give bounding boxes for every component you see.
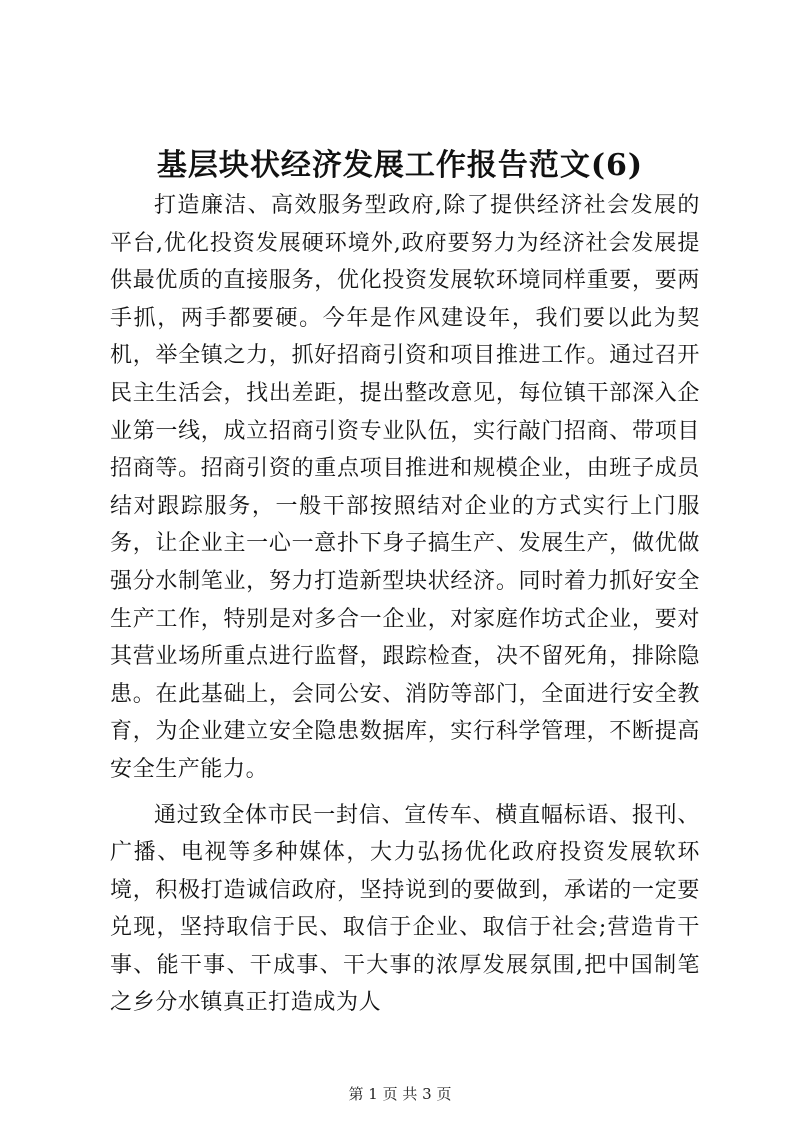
body-paragraph-1: 打造廉洁、高效服务型政府,除了提供经济社会发展的平台,优化投资发展硬环境外,政府要努力为经济社会发展提供最优质的直接服务，优化投资发展软环境同样重要，要两手抓，两手都要硬。今年是作风建设年，我们要以此为契机，举全镇之力，抓好招商引资和项目推进工作。通过召开民主生活会，找出差距，提出整改意见，每位镇干部深入企业第一线，成立招商引资专业队伍，实行敲门招商、带项目招商等。招商引资的重点项目推进和规模企业，由班子成员结对跟踪服务，一般干部按照结对企业的方式实行上门服务，让企业主一心一意扑下身子搞生产、发展生产，做优做强分水制笔业，努力打造新型块状经济。同时着力抓好安全生产工作，特别是对多合一企业，对家庭作坊式企业，要对其营业场所重点进行监督，跟踪检查，决不留死角，排除隐患。在此基础上，会同公安、消防等部门，全面进行安全教育，为企业建立安全隐患数据库，实行科学管理，不断提高安全生产能力。 <box>110 193 700 782</box>
document-body <box>110 187 700 1030</box>
body-paragraph-2: 通过致全体市民一封信、宣传车、横直幅标语、报刊、广播、电视等多种媒体，大力弘扬优化政府投资发展软环境，积极打造诚信政府，坚持说到的要做到，承诺的一定要兑现，坚持取信于民、取信于企业、取信于社会;营造肯干事、能干事、干成事、干大事的浓厚发展氛围,把中国制笔之乡分水镇真正打造成为人 <box>110 802 700 1016</box>
page-footer: 第 1 页 共 3 页 <box>348 1085 452 1103</box>
document-title: 基层块状经济发展工作报告范文(6) <box>156 148 644 183</box>
